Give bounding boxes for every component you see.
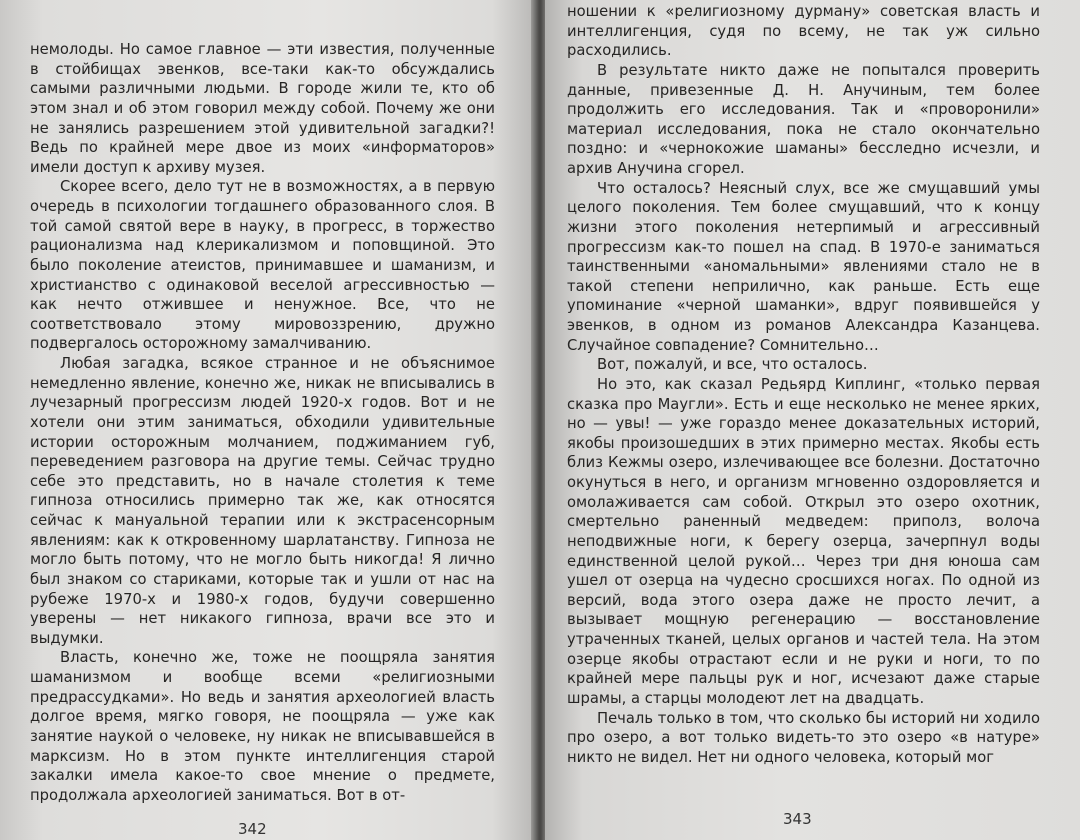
right-page — [545, 0, 1080, 840]
left-page-number: 342 — [238, 820, 267, 838]
left-paragraph-1: немолоды. Но самое главное — эти известия, полученные в стойбищах эвенков, все-таки как-то обсуждались самыми различными людьми. В городе жили те, кто об этом знал и об этом говорил между собой. Почему же они не занялись разрешением этой удивительной загадки?! Ведь по крайней мере двое из моих «информаторов» имели доступ к архиву музея. — [30, 41, 495, 176]
right-paragraph-6: Печаль только в том, что сколько бы историй ни ходило про озеро, а вот только видеть-то это озеро «в натуре» никто не видел. Нет ни одного человека, который мог — [567, 709, 1040, 766]
left-paragraph-2: Скорее всего, дело тут не в возможностях, а в первую очередь в психологии тогдашнего образованного слоя. В той самой святой вере в науку, в прогресс, в торжество рационализма над клерикализмом и поповщиной. Это было поколение атеистов, принимавшее и шаманизм, и христианство с одинаковой веселой агрессивностью — как нечто отжившее и ненужное. Все, что не соответствовало этому мировоззрению, дружно подвергалось осторожному замалчиванию. — [30, 178, 495, 353]
right-paragraph-5: Но это, как сказал Редьярд Киплинг, «только первая сказка про Маугли». Есть и еще несколько не менее ярких, но — увы! — уже гораздо менее доказательных историй, якобы произошедших в этих примерно местах. Якобы есть близ Кежмы озеро, излечивающее все болезни. Достаточно окунуться в него, и организм мгновенно оздоровляется и омолаживается сам собой. Открыл это озеро охотник, смертельно раненный медведем: приполз, волоча неподвижные ноги, к берегу озерца, зачерпнул воды единственной целой рукой… Через три дня юноша сам ушел от озерца на чудесно сросшихся ногах. По одной из версий, вода этого озера даже не просто лечит, а вызывает мощную регенерацию — восстановление утраченных тканей, целых органов и частей тела. На этом озерце якобы отрастают если и не руки и ноги, то по крайней мере пальцы рук и ног, исчезают даже старые шрамы, а старцы молодеют лет на двадцать. — [567, 375, 1040, 707]
left-paragraph-4: Власть, конечно же, тоже не поощряла занятия шаманизмом и вообще всеми «религиозными предрассудками». Но ведь и занятия археологией власть долгое время, мягко говоря, не поощряла — уже как занятие наукой о человеке, ну никак не вписывавшейся в марксизм. Но в этом пункте интеллигенция старой закалки имела какое-то свое мнение о предмете, продолжала археологией заниматься. Вот в от- — [30, 649, 495, 804]
right-page-number: 343 — [783, 810, 812, 828]
right-paragraph-1: ношении к «религиозному дурману» советская власть и интеллигенция, судя по всему, не так уж сильно расходились. — [567, 3, 1040, 60]
right-paragraph-3: Что осталось? Неясный слух, все же смущавший умы целого поколения. Тем более смущавший, что к концу жизни этого поколения нетерпимый и агрессивный прогрессизм как-то пошел на спад. В 1970-е заниматься таинственными «аномальными» явлениями стало не в такой степени неприлично, как раньше. Есть еще упоминание «черной шаманки», вдруг появившейся у эвенков, в одном из романов Александра Казанцева. Случайное совпадение? Сомнительно… — [567, 179, 1040, 354]
right-paragraph-4: Вот, пожалуй, и все, что осталось. — [597, 356, 868, 374]
right-paragraph-2: В результате никто даже не попытался проверить данные, привезенные Д. Н. Анучиным, тем более продолжить его исследования. Так и «проворонили» материал исследования, пока не стало окончательно поздно: и «чернокожие шаманы» бесследно исчезли, и архив Анучина сгорел. — [567, 61, 1040, 177]
left-page — [0, 0, 535, 840]
left-paragraph-3: Любая загадка, всякое странное и не объяснимое немедленно явление, конечно же, никак не вписывались в лучезарный прогрессизм людей 1920-х годов. Вот и не хотели они этим заниматься, обходили удивительные истории осторожным молчанием, поджиманием губ, переведением разговора на другие темы. Сейчас трудно себе это представить, но в начале столетия к теме гипноза относились примерно так же, как относятся сейчас к мануальной терапии или к экстрасенсорным явлениям: как к откровенному шарлатанству. Гипноза не могло быть потому, что не могло быть никогда! Я лично был знаком со стариками, которые так и ушли от нас на рубеже 1970-х и 1980-х годов, будучи совершенно уверены — нет никакого гипноза, врачи все это и выдумки. — [30, 355, 495, 647]
